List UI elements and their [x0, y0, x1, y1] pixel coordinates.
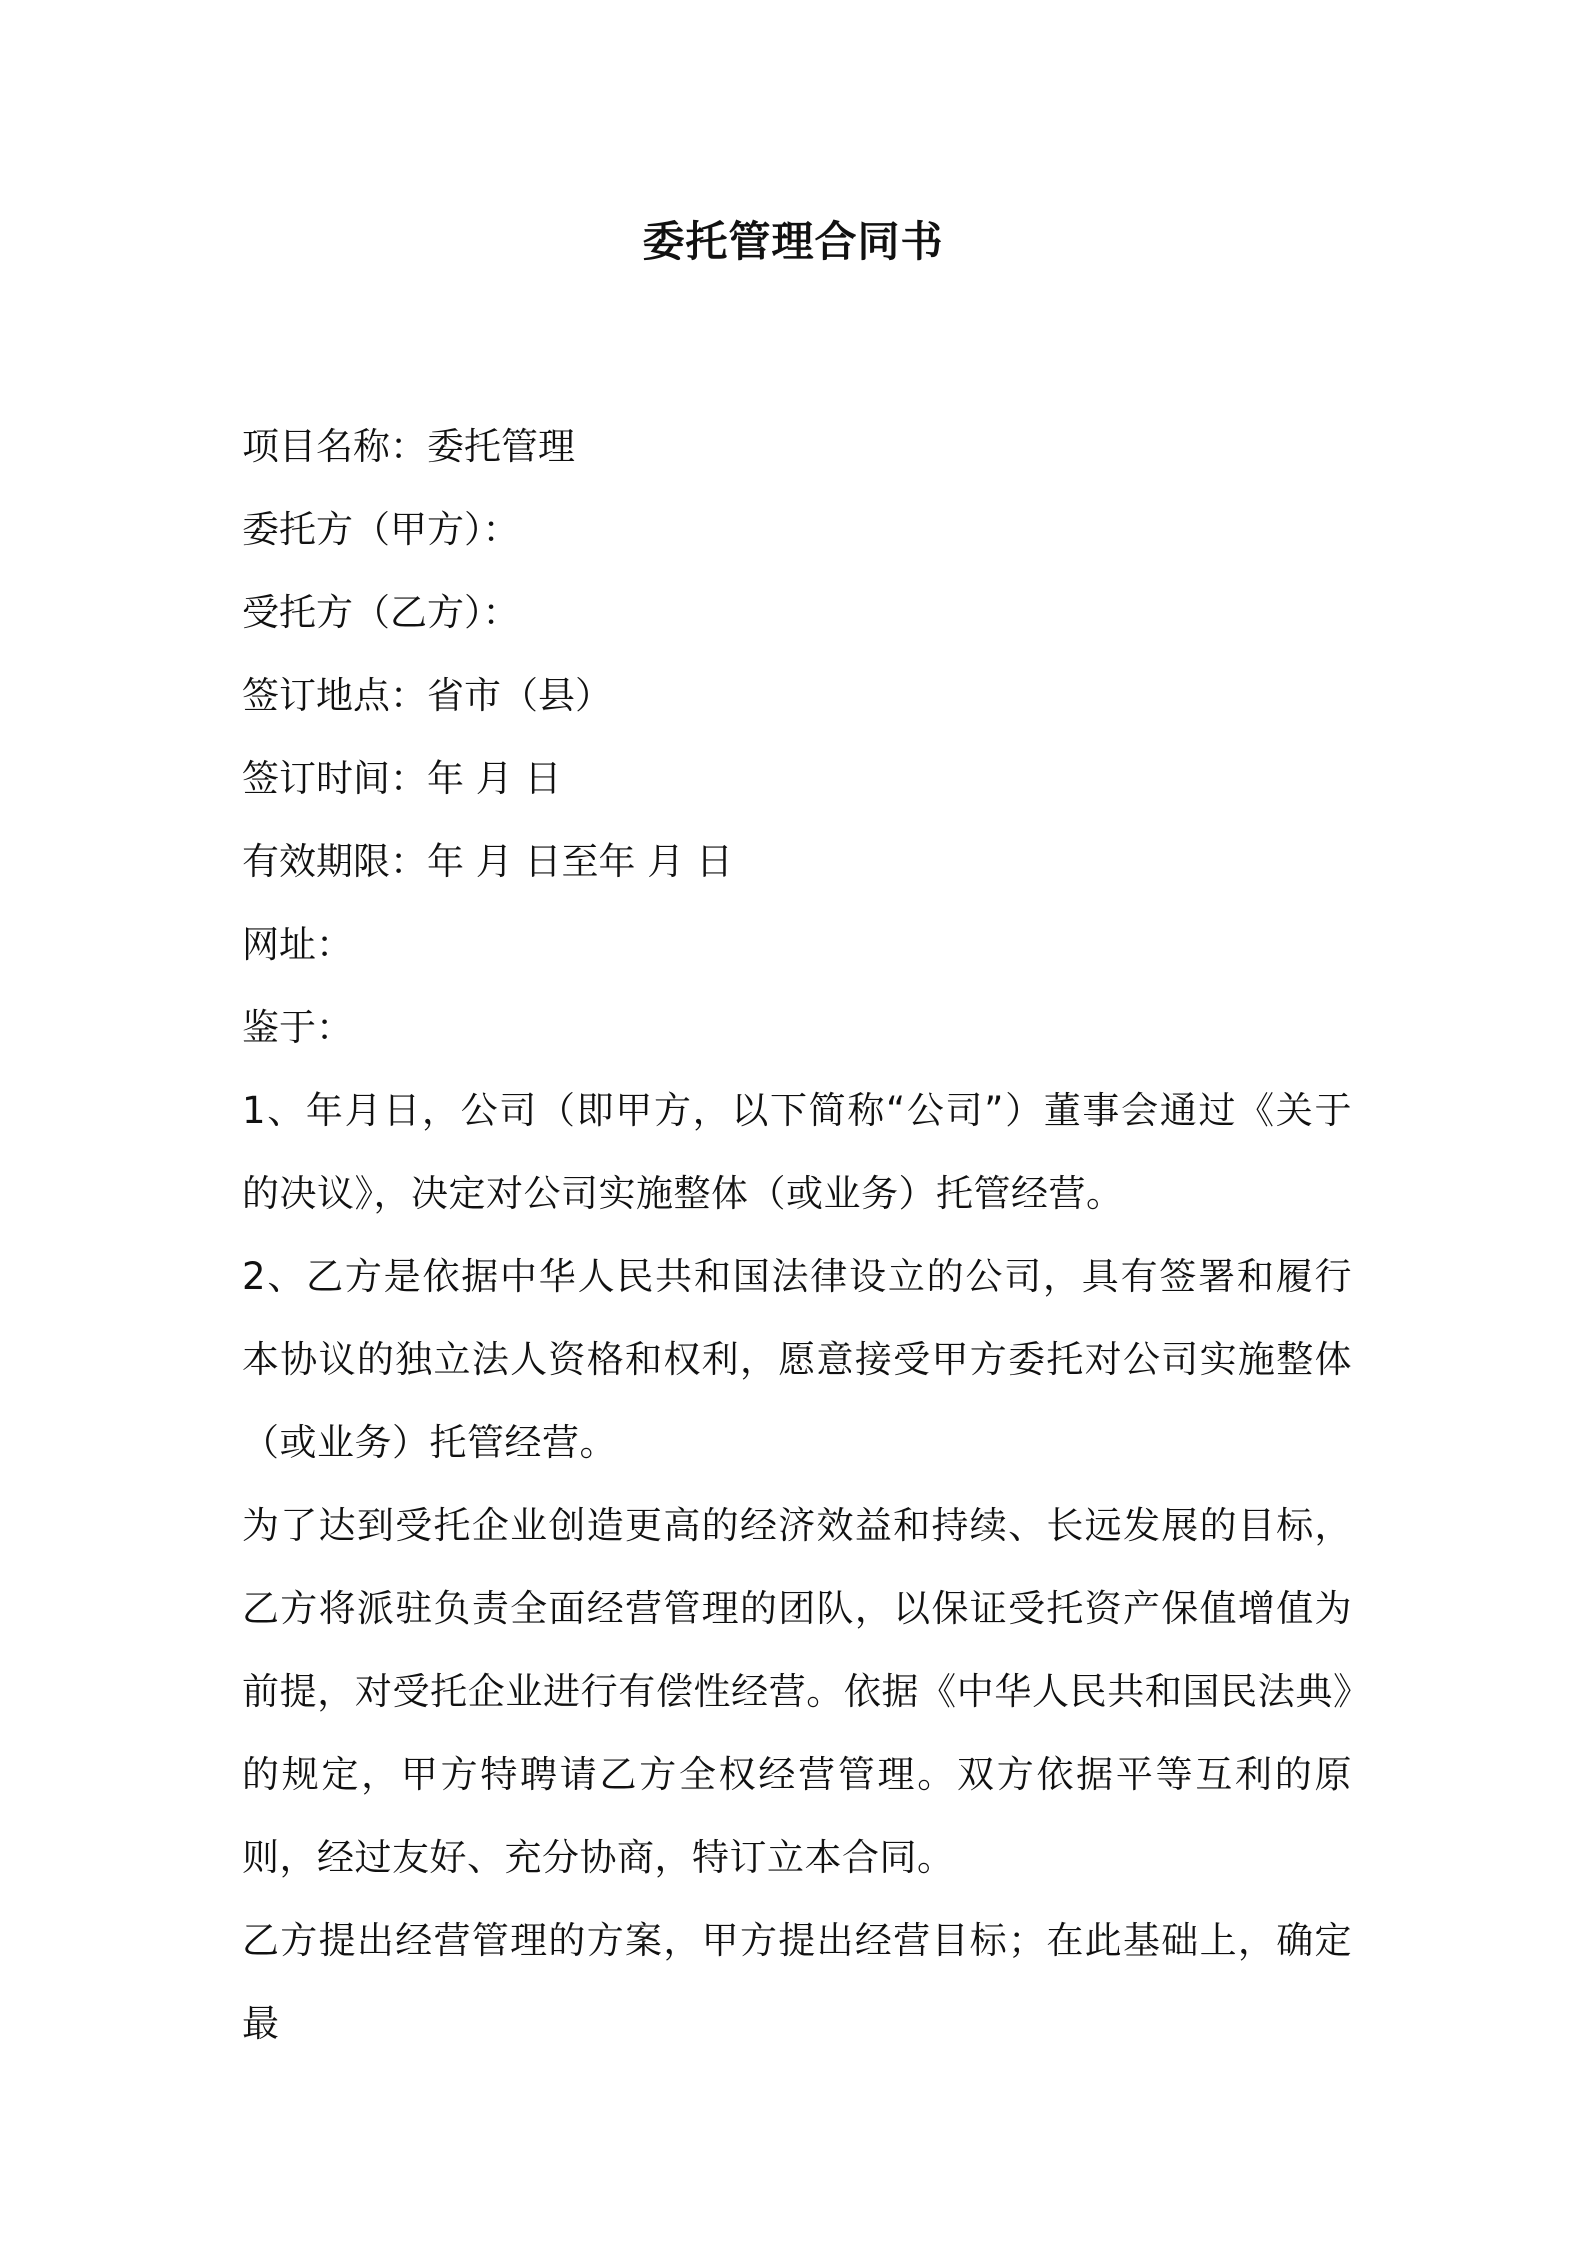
- field-project-name: 项目名称：委托管理: [242, 425, 575, 468]
- field-trustee: 受托方（乙方）：: [242, 591, 520, 634]
- document-title: 委托管理合同书: [642, 217, 944, 266]
- field-validity-period: 有效期限：年 月 日至年 月 日: [242, 840, 734, 883]
- paragraph-1: 1、年月日，公司（即甲方，以下简称“公司”）董事会通过《关于的决议》，决定对公司实施整体（或业务）托管经营。: [242, 1089, 1352, 1215]
- field-whereas: 鉴于：: [242, 1006, 353, 1049]
- field-entrustor: 委托方（甲方）：: [242, 508, 520, 551]
- field-signing-time: 签订时间：年 月 日: [242, 757, 562, 800]
- document-body: [242, 405, 1352, 2065]
- paragraph-3: 为了达到受托企业创造更高的经济效益和持续、长远发展的目标，乙方将派驻负责全面经营管理的团队，以保证受托资产保值增值为前提，对受托企业进行有偿性经营。依据《中华人民共和国民法典》的规定，甲方特聘请乙方全权经营管理。双方依据平等互利的原则，经过友好、充分协商，特订立本合同。: [242, 1504, 1352, 1879]
- field-signing-place: 签订地点：省市（县）: [242, 674, 612, 717]
- paragraph-2: 2、乙方是依据中华人民共和国法律设立的公司，具有签署和履行本协议的独立法人资格和权利，愿意接受甲方委托对公司实施整体（或业务）托管经营。: [242, 1255, 1352, 1464]
- field-website: 网址：: [242, 923, 353, 966]
- paragraph-4: 乙方提出经营管理的方案，甲方提出经营目标；在此基础上，确定最: [242, 1919, 1352, 2045]
